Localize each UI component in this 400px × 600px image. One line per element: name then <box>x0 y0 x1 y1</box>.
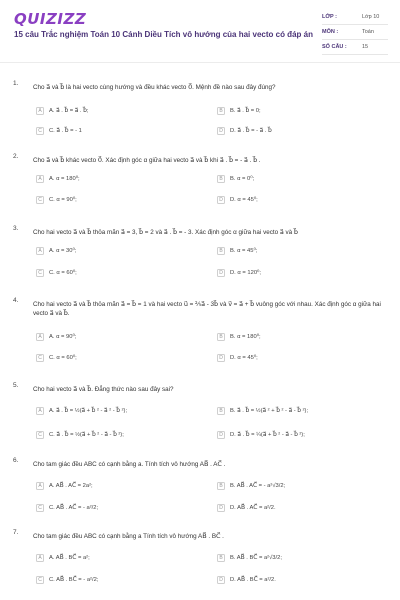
option-badge: D <box>217 127 225 135</box>
meta-value: 15 <box>362 44 369 50</box>
option-c[interactable] <box>36 352 186 364</box>
option-text: A. α = 90⁰; <box>49 334 77 340</box>
option-d[interactable] <box>217 429 367 441</box>
option-badge: A <box>36 107 44 115</box>
option-b[interactable] <box>217 552 367 564</box>
worksheet-meta <box>322 10 388 55</box>
option-badge: B <box>217 107 225 115</box>
option-text: C. AB⃗ . AC⃗ = - a²/2; <box>49 505 99 511</box>
option-a[interactable] <box>36 245 186 257</box>
option-badge: A <box>36 175 44 183</box>
option-a[interactable] <box>36 552 186 564</box>
option-b[interactable] <box>217 173 367 185</box>
question-number: 6. <box>13 457 19 464</box>
option-text: A. AB⃗ . AC⃗ = 2a²; <box>49 483 93 489</box>
meta-row-class <box>322 10 388 25</box>
option-text: D. a⃗ . b⃗ = ¼(a⃗ + b⃗ ² - a⃗ - b⃗ ²); <box>230 432 305 438</box>
option-badge: C <box>36 504 44 512</box>
option-a[interactable] <box>36 173 186 185</box>
option-a[interactable] <box>36 405 186 417</box>
option-badge: B <box>217 247 225 255</box>
question-text: Cho a⃗ và b⃗ khác vecto 0⃗. Xác định góc α giữa hai vecto a⃗ và b⃗ khi a⃗ . b⃗ = - a⃗ . b⃗ . <box>33 157 261 164</box>
meta-label: SỐ CÂU : <box>322 44 347 50</box>
question-text: Cho tam giác đều ABC có cạnh bằng a Tính tích vô hướng AB⃗ . BC⃗ . <box>33 533 224 540</box>
option-c[interactable] <box>36 194 186 206</box>
option-badge: C <box>36 127 44 135</box>
meta-row-subject <box>322 25 388 40</box>
option-badge: B <box>217 333 225 341</box>
question-number: 1. <box>13 80 19 87</box>
option-text: B. α = 180⁰; <box>230 334 261 340</box>
option-badge: B <box>217 407 225 415</box>
option-text: B. a⃗ . b⃗ = 0; <box>230 108 261 114</box>
quizizz-logo: QUIZIZZ <box>14 10 87 28</box>
option-badge: C <box>36 196 44 204</box>
option-text: A. a⃗ . b⃗ = a⃗ . b⃗; <box>49 108 89 114</box>
question-text: Cho hai vecto a⃗ và b⃗. Đẳng thức nào sau đây sai? <box>33 386 174 393</box>
option-text: D. α = 45⁰; <box>230 355 258 361</box>
meta-label: LỚP : <box>322 14 337 20</box>
worksheet-title: 15 câu Trắc nghiệm Toán 10 Cánh Diều Tích vô hướng của hai vecto có đáp án <box>14 30 313 39</box>
option-c[interactable] <box>36 429 186 441</box>
option-a[interactable] <box>36 331 186 343</box>
option-text: A. a⃗ . b⃗ = ½(a⃗ + b⃗ ² - a⃗ ² - b⃗ ²); <box>49 408 128 414</box>
option-d[interactable] <box>217 267 367 279</box>
option-text: C. α = 60⁰; <box>49 355 77 361</box>
option-text: B. AB⃗ . BC⃗ = a²√3/2; <box>230 555 282 561</box>
option-badge: D <box>217 269 225 277</box>
question-number: 7. <box>13 529 19 536</box>
option-badge: D <box>217 576 225 584</box>
option-badge: C <box>36 269 44 277</box>
option-d[interactable] <box>217 574 367 586</box>
option-b[interactable] <box>217 405 367 417</box>
option-text: A. α = 30⁰; <box>49 248 77 254</box>
option-badge: B <box>217 175 225 183</box>
option-text: C. α = 90⁰; <box>49 197 77 203</box>
option-text: A. α = 180⁰; <box>49 176 80 182</box>
meta-value: Lớp 10 <box>362 14 380 20</box>
option-badge: B <box>217 482 225 490</box>
option-d[interactable] <box>217 352 367 364</box>
option-text: C. a⃗ . b⃗ = ½(a⃗ + b⃗ ² - a⃗ - b⃗ ²); <box>49 432 124 438</box>
option-a[interactable] <box>36 105 186 117</box>
option-text: D. AB⃗ . BC⃗ = a²/2. <box>230 577 276 583</box>
option-badge: C <box>36 354 44 362</box>
option-text: B. α = 0⁰; <box>230 176 255 182</box>
option-text: B. α = 45⁰; <box>230 248 258 254</box>
option-badge: A <box>36 554 44 562</box>
question-number: 3. <box>13 225 19 232</box>
option-badge: D <box>217 354 225 362</box>
question-number: 4. <box>13 297 19 304</box>
option-badge: A <box>36 407 44 415</box>
option-text: D. α = 120⁰; <box>230 270 261 276</box>
meta-label: MÔN : <box>322 29 339 35</box>
option-badge: D <box>217 504 225 512</box>
option-a[interactable] <box>36 480 186 492</box>
option-badge: C <box>36 576 44 584</box>
option-badge: A <box>36 247 44 255</box>
option-text: C. AB⃗ . BC⃗ = - a²/2; <box>49 577 99 583</box>
option-text: D. α = 45⁰; <box>230 197 258 203</box>
question-number: 5. <box>13 382 19 389</box>
option-text: B. AB⃗ . AC⃗ = - a²√3/2; <box>230 483 286 489</box>
option-d[interactable] <box>217 125 367 137</box>
option-b[interactable] <box>217 480 367 492</box>
option-c[interactable] <box>36 267 186 279</box>
worksheet-header <box>0 0 400 63</box>
option-text: D. AB⃗ . AC⃗ = a²/2. <box>230 505 276 511</box>
option-text: A. AB⃗ . BC⃗ = a²; <box>49 555 90 561</box>
option-b[interactable] <box>217 105 367 117</box>
question-number: 2. <box>13 153 19 160</box>
option-b[interactable] <box>217 331 367 343</box>
meta-value: Toán <box>362 29 374 35</box>
option-badge: B <box>217 554 225 562</box>
option-c[interactable] <box>36 574 186 586</box>
option-badge: A <box>36 482 44 490</box>
option-badge: A <box>36 333 44 341</box>
option-d[interactable] <box>217 502 367 514</box>
option-badge: C <box>36 431 44 439</box>
option-b[interactable] <box>217 245 367 257</box>
meta-row-count <box>322 40 388 55</box>
option-text: B. a⃗ . b⃗ = ½(a⃗ ² + b⃗ ² - a⃗ - b⃗ ²); <box>230 408 309 414</box>
option-c[interactable] <box>36 125 186 137</box>
option-d[interactable] <box>217 194 367 206</box>
question-text: Cho a⃗ và b⃗ là hai vecto cùng hướng và đều khác vecto 0⃗. Mệnh đề nào sau đây đúng? <box>33 84 276 91</box>
question-text: Cho tam giác đều ABC có cạnh bằng a. Tính tích vô hướng AB⃗ . AC⃗ . <box>33 461 226 468</box>
option-text: C. a⃗ . b⃗ = - 1 <box>49 128 82 134</box>
option-badge: D <box>217 196 225 204</box>
question-text: Cho hai vecto a⃗ và b⃗ thỏa mãn a⃗ = b⃗ = 1 và hai vecto u⃗ = ⅖a⃗ - 3b⃗ và v⃗ = a⃗ + b⃗ vuông góc với nhau. Xác định góc α giữa hai vecto a⃗ và b⃗. <box>33 301 381 317</box>
option-c[interactable] <box>36 502 186 514</box>
question-text: Cho hai vecto a⃗ và b⃗ thỏa mãn a⃗ = 3, b⃗ = 2 và a⃗ . b⃗ = - 3. Xác định góc α giữa hai vecto a⃗ và b⃗ <box>33 229 298 236</box>
option-text: D. a⃗ . b⃗ = - a⃗ . b⃗ <box>230 128 272 134</box>
option-text: C. α = 60⁰; <box>49 270 77 276</box>
option-badge: D <box>217 431 225 439</box>
